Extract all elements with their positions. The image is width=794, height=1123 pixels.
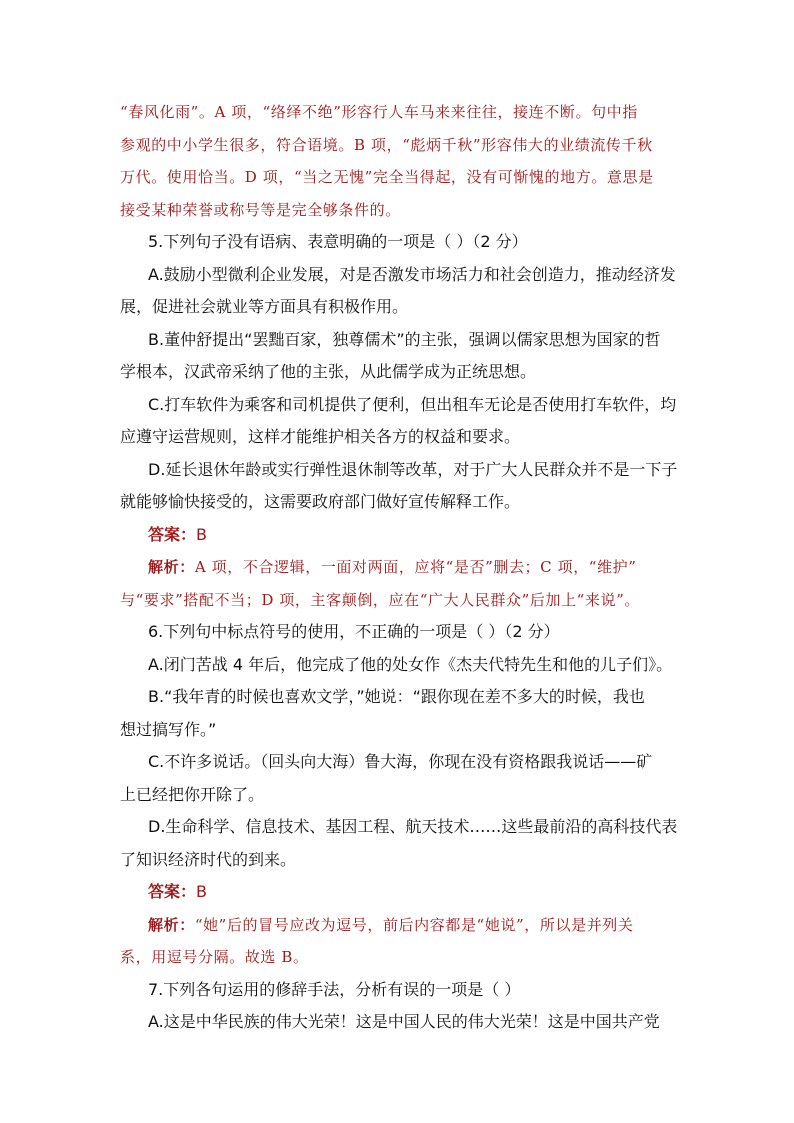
option-c-line: 上已经把你开除了。 xyxy=(120,784,265,804)
option-c-line: C.不许多说话。（回头向大海）鲁大海，你现在没有资格跟我说话——矿 xyxy=(148,752,653,771)
option-b-line: B.董仲舒提出“罢黜百家，独尊儒术”的主张，强调以儒家思想为国家的哲 xyxy=(148,329,661,349)
answer-value: B xyxy=(196,882,207,901)
analysis-line: 与“要求”搭配不当；D 项，主客颠倒，应在“广大人民群众”后加上“来说”。 xyxy=(120,590,641,609)
question-7 xyxy=(120,974,676,1039)
analysis-line: 系，用逗号分隔。故选 B。 xyxy=(120,948,309,966)
explanation-line: “春风化雨”。A 项，“络绎不绝”形容行人车马来来往往，接连不断。句中指 xyxy=(120,103,638,121)
option-c-line: 应遵守运营规则，这样才能维护相关各方的权益和要求。 xyxy=(120,427,521,446)
answer-value: B xyxy=(196,524,207,544)
question-stem: 7.下列各句运用的修辞手法，分析有误的一项是（ ） xyxy=(148,979,521,999)
question-6 xyxy=(120,616,676,974)
question-5 xyxy=(120,226,676,616)
answer-label: 答案： xyxy=(148,882,197,901)
analysis-label: 解析： xyxy=(148,558,195,576)
option-d-line: D.延长退休年龄或实行弹性退休制等改革，对于广大人民群众并不是一下子 xyxy=(148,459,678,479)
analysis-line xyxy=(120,551,676,584)
explanation-line: 参观的中小学生很多，符合语境。B 项，“彪炳千秋”形容伟大的业绩流传千秋 xyxy=(120,135,653,154)
option-d-line: 就能够愉快接受的，这需要政府部门做好宣传解释工作。 xyxy=(120,492,521,511)
option-a-line: A.闭门苦战 4 年后，他完成了他的处女作《杰夫代特先生和他的儿子们》。 xyxy=(148,654,673,674)
option-c-line: C.打车软件为乘客和司机提供了便利，但出租车无论是否使用打车软件，均 xyxy=(148,394,677,414)
q4-explanation xyxy=(120,96,676,226)
option-d-line: 了知识经济时代的到来。 xyxy=(120,849,297,869)
option-a-line: A.这是中华民族的伟大光荣！这是中国人民的伟大光荣！这是中国共产党 xyxy=(148,1012,660,1031)
analysis-line xyxy=(120,909,676,942)
analysis-text: A 项，不合逻辑，一面对两面，应将“是否”删去；C 项，“维护” xyxy=(194,558,637,576)
explanation-line: 接受某种荣誉或称号等是完全够条件的。 xyxy=(120,200,401,219)
answer-line xyxy=(120,876,676,909)
page-content xyxy=(120,96,676,1039)
analysis-text: “她”后的冒号应改为逗号，前后内容都是“她说”，所以是并列关 xyxy=(194,915,634,934)
option-a-line: 展，促进社会就业等方面具有积极作用。 xyxy=(120,297,409,316)
answer-line xyxy=(120,519,676,552)
option-b-line: B.“我年青的时候也喜欢文学，”她说：“跟你现在差不多大的时候，我也 xyxy=(148,687,645,706)
option-b-line: 学根本，汉武帝采纳了他的主张，从此儒学成为正统思想。 xyxy=(120,362,537,381)
explanation-line: 万代。使用恰当。D 项，“当之无愧”完全当得起，没有可惭愧的地方。意思是 xyxy=(120,168,654,186)
answer-label: 答案： xyxy=(148,524,197,544)
question-stem: 5.下列句子没有语病、表意明确的一项是（ ）（2 分） xyxy=(148,232,528,251)
option-d-line: D.生命科学、信息技术、基因工程、航天技术……这些最前沿的高科技代表 xyxy=(148,817,678,836)
question-stem: 6.下列句中标点符号的使用，不正确的一项是（ ）（2 分） xyxy=(148,622,560,641)
option-b-line: 想过搞写作。” xyxy=(120,719,217,739)
analysis-label: 解析： xyxy=(148,915,195,934)
option-a-line: A.鼓励小型微利企业发展，对是否激发市场活力和社会创造力，推动经济发 xyxy=(148,264,676,284)
